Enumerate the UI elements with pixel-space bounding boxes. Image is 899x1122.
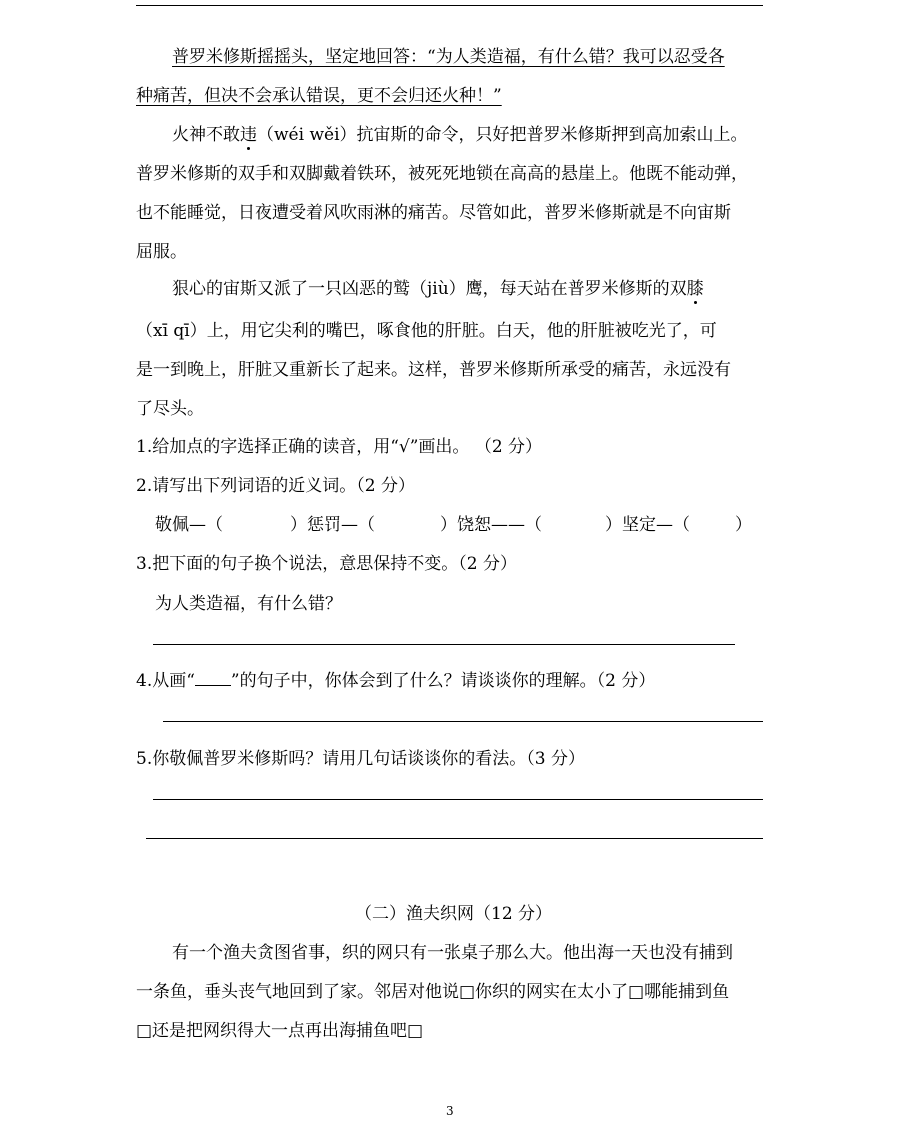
paragraph-3-line-2: （xī qī）上，用它尖利的嘴巴，啄食他的肝脏。白天，他的肝脏被吃光了，可: [136, 321, 717, 341]
question-2-word-3: ）饶恕——（: [440, 515, 542, 535]
paragraph-2-line-2: 普罗米修斯的双手和双脚戴着铁环，被死死地锁在高高的悬崖上。他既不能动弹，: [136, 164, 748, 184]
paragraph-2-line-3: 也不能睡觉，日夜遭受着风吹雨淋的痛苦。尽管如此，普罗米修斯就是不向宙斯: [136, 203, 731, 223]
question-5: 5.你敬佩普罗米修斯吗？请用几句话谈谈你的看法。（3 分）: [136, 749, 585, 769]
section-2-line-3: □还是把网织得大一点再出海捕鱼吧□: [136, 1021, 424, 1041]
paragraph-2-line-4: 屈服。: [136, 242, 187, 262]
paragraph-2-text-a: 火神不敢: [172, 125, 240, 145]
answer-line-q4[interactable]: [163, 721, 763, 722]
section-2-line-1: 有一个渔夫贪图省事，织的网只有一张桌子那么大。他出海一天也没有捕到: [172, 943, 733, 963]
question-2-word-5: ）: [735, 515, 752, 535]
question-2-word-1: 敬佩—（: [155, 515, 223, 535]
answer-line-q5-2[interactable]: [146, 838, 763, 839]
dotted-character-xi: 膝: [687, 274, 704, 299]
question-2: 2.请写出下列词语的近义词。（2 分）: [136, 476, 415, 496]
paragraph-2-line-1: [172, 120, 748, 145]
paragraph-1-line-2: 种痛苦，但决不会承认错误，更不会归还火种！”: [136, 86, 502, 106]
underline-sample: [195, 673, 231, 686]
question-4-text-a: 4.从画“: [136, 671, 195, 691]
question-4: [136, 666, 655, 691]
section-2-line-2: 一条鱼，垂头丧气地回到了家。邻居对他说□你织的网实在太小了□哪能捕到鱼: [136, 982, 730, 1002]
paragraph-3-line-1: [172, 274, 704, 299]
question-2-word-4: ）坚定—（: [605, 515, 690, 535]
question-1: 1.给加点的字选择正确的读音，用“√”画出。 （2 分）: [136, 437, 543, 457]
question-3: 3.把下面的句子换个说法，意思保持不变。（2 分）: [136, 554, 517, 574]
answer-line-q5-1[interactable]: [153, 799, 763, 800]
question-4-text-b: ”的句子中，你体会到了什么？请谈谈你的理解。（2 分）: [230, 671, 656, 691]
question-2-word-2: ）惩罚—（: [290, 515, 375, 535]
paragraph-1-line-1: 普罗米修斯摇摇头，坚定地回答：“为人类造福，有什么错？我可以忍受各: [172, 47, 725, 67]
section-2-heading: （二）渔夫织网（12 分）: [355, 904, 553, 924]
answer-line-q3[interactable]: [153, 644, 735, 645]
dotted-character-wei: 违: [240, 120, 257, 145]
paragraph-3-text-a: 狠心的宙斯又派了一只凶恶的鹫（jiù）鹰，每天站在普罗米修斯的双: [172, 279, 687, 299]
paragraph-2-text-b: （wéi wěi）抗宙斯的命令，只好把普罗米修斯押到高加索山上。: [257, 125, 748, 145]
question-3-sentence: 为人类造福，有什么错？: [155, 594, 342, 614]
paragraph-3-line-3: 是一到晚上，肝脏又重新长了起来。这样，普罗米修斯所承受的痛苦，永远没有: [136, 360, 731, 380]
paragraph-3-line-4: 了尽头。: [136, 399, 204, 419]
page-number: 3: [446, 1104, 454, 1118]
top-rule: [136, 5, 763, 6]
